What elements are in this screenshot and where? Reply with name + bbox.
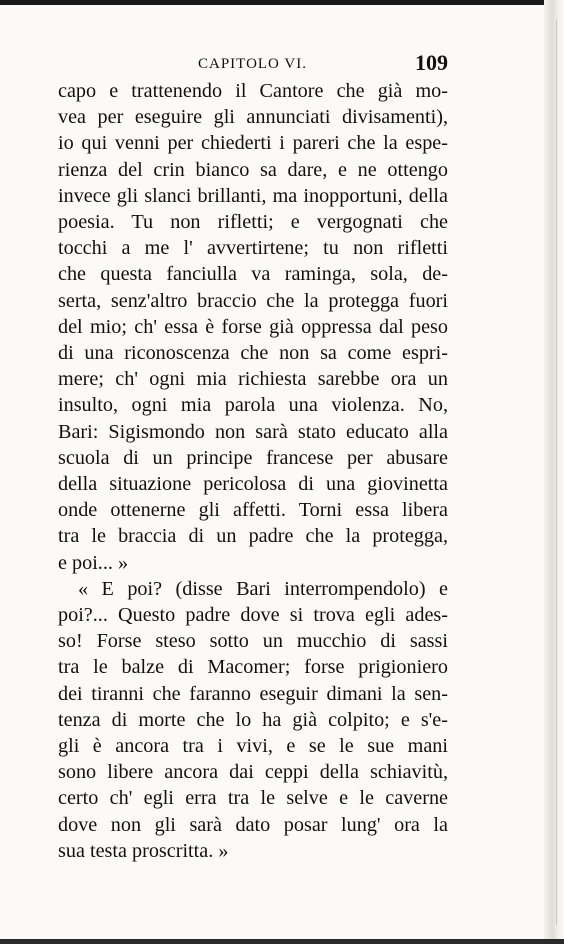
text-line: rienza del crin bianco sa dare, e ne ottengo	[58, 158, 448, 181]
text-line: « E poi? (disse Bari interrompendolo) e	[78, 577, 448, 600]
page-edge-line	[556, 20, 557, 925]
text-line: e poi... »	[58, 551, 129, 574]
page-number: 109	[415, 50, 448, 75]
text-line: tra le balze di Macomer; forse prigioniero	[58, 656, 448, 679]
page-bottom-border	[0, 939, 564, 944]
text-line: serta, senz'altro braccio che la protegga fuori	[58, 289, 448, 312]
page-top-border	[0, 0, 564, 5]
text-line: invece gli slanci brillanti, ma inopportuni, della	[58, 184, 448, 207]
text-line: dove non gli sarà dato posar lung' ora la	[58, 813, 448, 836]
text-line: tocchi a me l' avvertirtene; tu non rifletti	[58, 237, 448, 260]
text-line: tra le braccia di un padre che la protegga,	[58, 525, 448, 548]
text-line: tenza di morte che lo ha già colpito; e s'e-	[58, 708, 448, 731]
text-line: onde ottenerne gli affetti. Torni essa libera	[58, 499, 448, 522]
text-line: di una riconoscenza che non sa come espri-	[58, 342, 448, 365]
text-line: so! Forse steso sotto un mucchio di sassi	[58, 630, 448, 653]
text-line: mere; ch' ogni mia richiesta sarebbe ora un	[58, 368, 448, 391]
text-line: scuola di un principe francese per abusare	[58, 446, 448, 469]
text-line: insulto, ogni mia parola una violenza. No,	[58, 394, 448, 417]
text-line: poi?... Questo padre dove si trova egli ades-	[58, 604, 448, 627]
text-line: della situazione pericolosa di una giovinetta	[58, 473, 448, 496]
text-line: capo e trattenendo il Cantore che già mo-	[58, 80, 448, 102]
body-text	[58, 78, 448, 864]
text-line: dei tiranni che faranno eseguir dimani la sen-	[58, 682, 448, 705]
text-line: sono libere ancora dai ceppi della schiavitù,	[58, 761, 448, 784]
text-line: certo ch' egli erra tra le selve e le caverne	[58, 787, 448, 810]
text-line: sua testa proscritta. »	[58, 839, 229, 862]
text-line: che questa fanciulla va raminga, sola, de-	[58, 263, 448, 286]
text-line: io qui venni per chiederti i pareri che la espe-	[58, 132, 448, 155]
text-line: poesia. Tu non rifletti; e vergognati che	[58, 211, 448, 234]
text-line: gli è ancora tra i vivi, e se le sue mani	[58, 735, 448, 758]
text-line: del mio; ch' essa è forse già oppressa dal peso	[58, 315, 448, 338]
text-line: vea per eseguire gli annunciati divisamenti),	[58, 106, 448, 129]
page-binding-edge	[544, 0, 564, 944]
text-line: Bari: Sigismondo non sarà stato educato alla	[58, 420, 448, 443]
running-title: CAPITOLO VI.	[198, 56, 307, 72]
